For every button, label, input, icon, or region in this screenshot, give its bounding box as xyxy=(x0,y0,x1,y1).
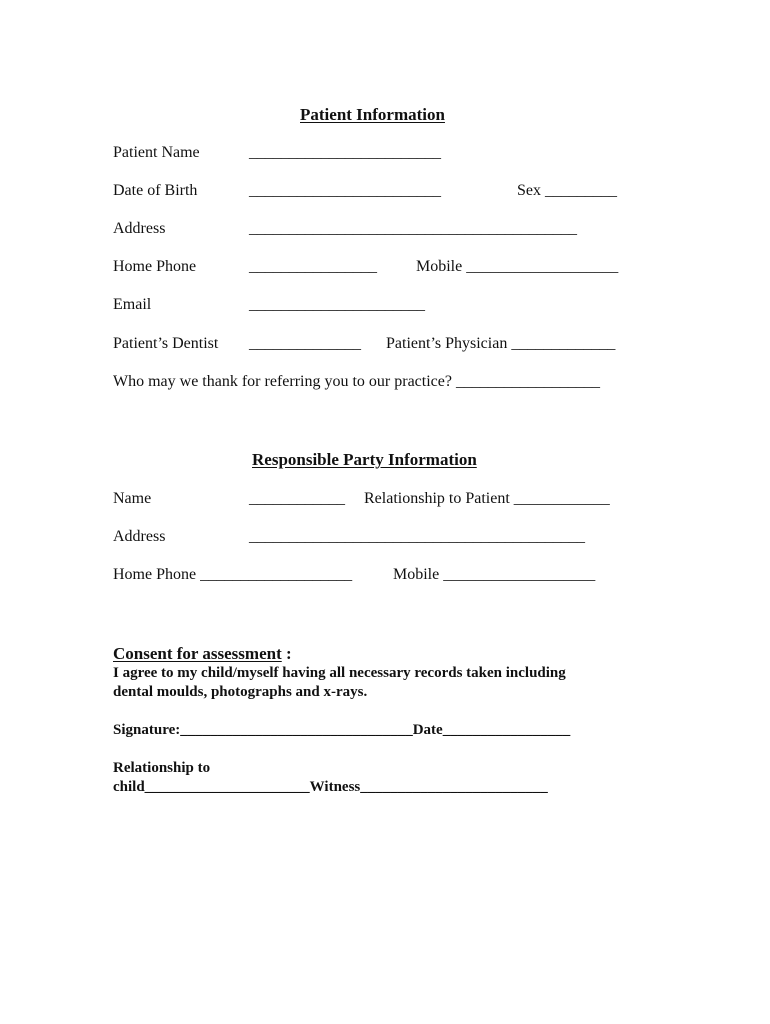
relationship-label: Relationship to xyxy=(113,760,211,776)
rp-name-field[interactable]: ____________ xyxy=(249,490,345,507)
dob-label: Date of Birth xyxy=(113,182,198,199)
rp-address-label: Address xyxy=(113,528,166,545)
patient-name-label: Patient Name xyxy=(113,144,200,161)
signature-date-field[interactable]: Signature:_______________________________Date_________________ xyxy=(113,722,571,738)
referral-field[interactable]: Who may we thank for referring you to our practice? __________________ xyxy=(113,373,600,390)
patient-name-field[interactable]: ________________________ xyxy=(249,144,441,161)
mobile-field[interactable]: Mobile ___________________ xyxy=(416,258,619,275)
rp-home-phone-field[interactable]: Home Phone ___________________ xyxy=(113,566,353,583)
rp-relationship-field[interactable]: Relationship to Patient ____________ xyxy=(364,490,610,507)
consent-heading-row xyxy=(113,645,292,662)
consent-body-line2: dental moulds, photographs and x-rays. xyxy=(113,684,368,700)
child-witness-field[interactable]: child______________________Witness_________________________ xyxy=(113,779,548,795)
consent-heading-colon: : xyxy=(281,644,292,663)
consent-heading: Consent for assessment xyxy=(113,644,282,663)
patient-info-heading: Patient Information xyxy=(300,105,445,124)
address-field[interactable]: _________________________________________ xyxy=(249,220,577,237)
physician-field[interactable]: Patient’s Physician _____________ xyxy=(386,335,616,352)
dentist-field[interactable]: ______________ xyxy=(249,335,361,352)
email-label: Email xyxy=(113,296,152,313)
responsible-party-heading: Responsible Party Information xyxy=(252,450,477,469)
rp-name-label: Name xyxy=(113,490,152,507)
home-phone-label: Home Phone xyxy=(113,258,197,275)
email-field[interactable]: ______________________ xyxy=(249,296,425,313)
consent-body-line1: I agree to my child/myself having all necessary records taken including xyxy=(113,665,566,681)
rp-mobile-field[interactable]: Mobile ___________________ xyxy=(393,566,596,583)
dentist-label: Patient’s Dentist xyxy=(113,335,219,352)
address-label: Address xyxy=(113,220,166,237)
sex-field[interactable]: Sex _________ xyxy=(517,182,617,199)
home-phone-field[interactable]: ________________ xyxy=(249,258,377,275)
dob-field[interactable]: ________________________ xyxy=(249,182,441,199)
rp-address-field[interactable]: __________________________________________ xyxy=(249,528,585,545)
